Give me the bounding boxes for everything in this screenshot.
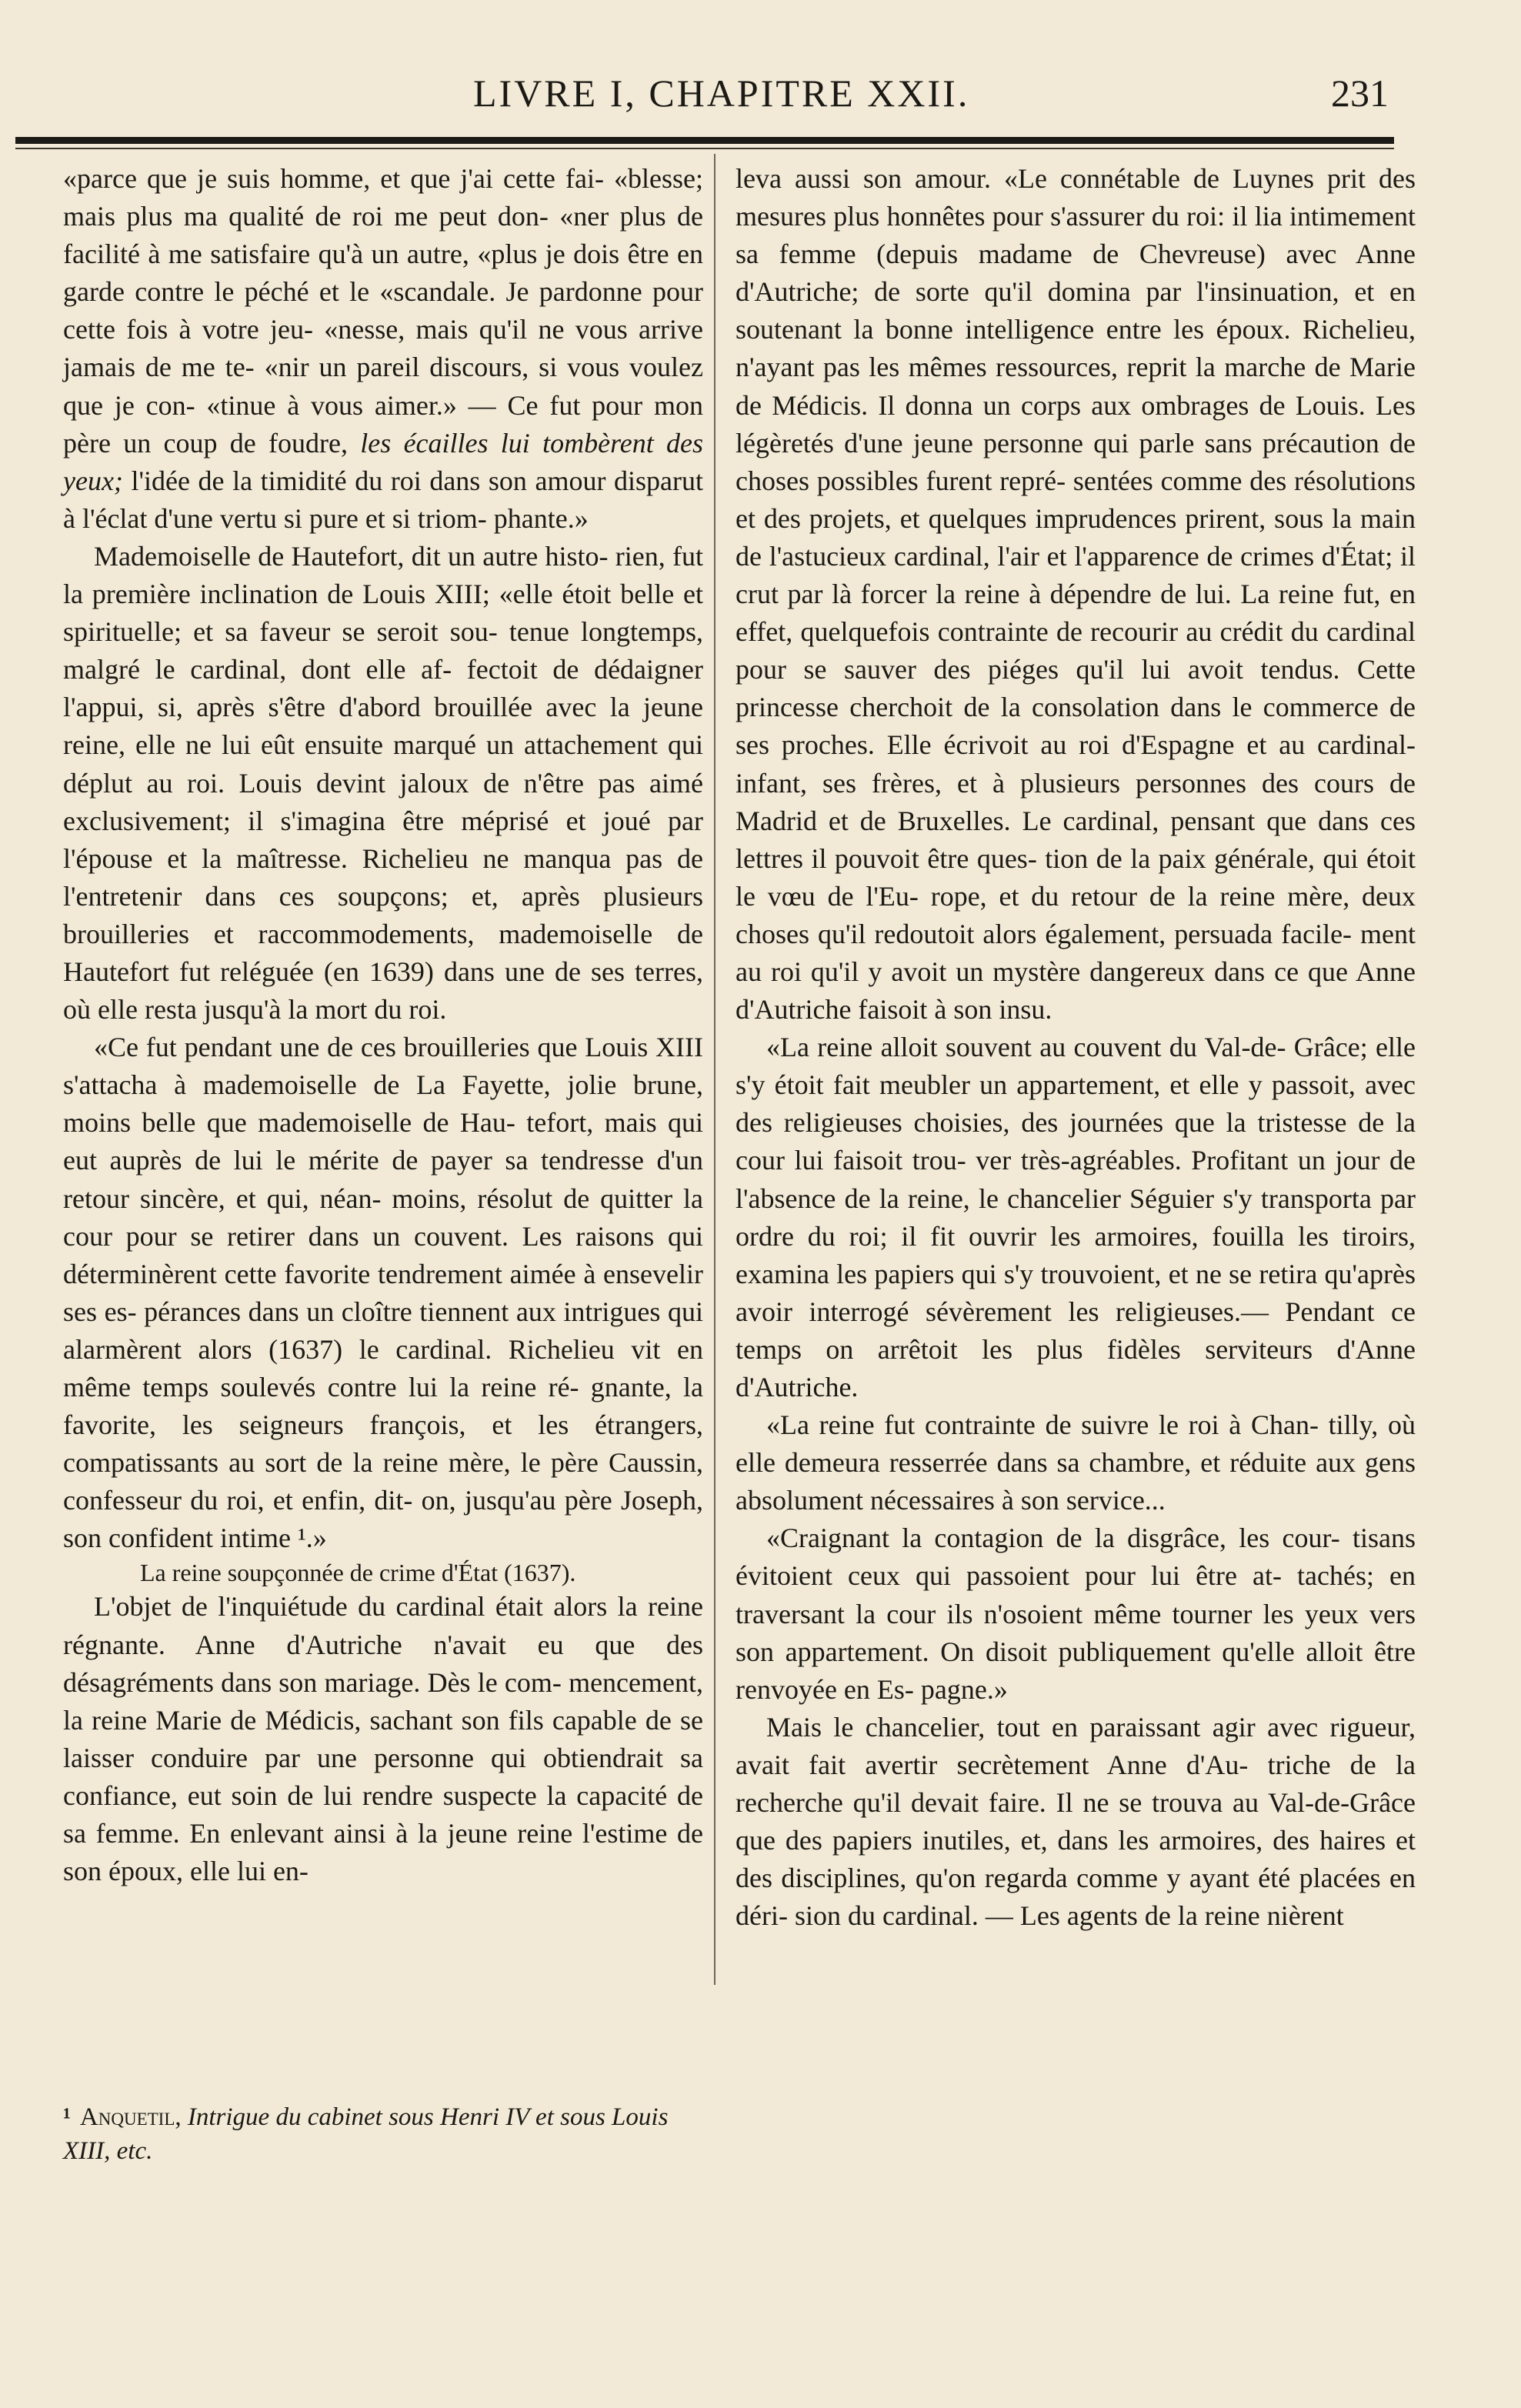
italic-quote: les écailles lui tombèrent des yeux; [63, 427, 704, 496]
section-heading: La reine soupçonnée de crime d'État (1637). [140, 1559, 576, 1587]
footnote-author: Anquetil, [79, 2103, 182, 2131]
running-title: LIVRE I, CHAPITRE XXII. [473, 72, 970, 115]
paragraph: «Ce fut pendant une de ces brouilleries que Louis XIII s'attacha à mademoiselle de La Fayette, jolie brune, moins belle que mademoiselle de Hau- tefort, mais qui eut auprès de lui le mérite de payer sa tendresse d'un retour sincère, et qui, néan- moins, résolut de quitter la cour pour se retirer dans un couvent. Les raisons qui déterminèrent cette favorite tendrement aimée à ensevelir ses es- pérances dans un cloître tiennent aux intrigues qui alarmèrent alors (1637) le cardinal. Richelieu vit en même temps soulevés contre lui la reine ré- gnante, la favorite, les seigneurs françois, et les étrangers, compatissants au sort de la reine mère, le père Caussin, confesseur du roi, et enfin, dit- on, jusqu'au père Joseph, son confident intime ¹.» [63, 1032, 703, 1554]
paragraph: Mademoiselle de Hautefort, dit un autre histo- rien, fut la première inclination de Louis XIII; «elle étoit belle et spirituelle; et sa faveur se seroit sou- tenue longtemps, malgré le cardinal, dont elle af- fectoit de dédaigner l'appui, si, après s'être d'abord brouillée avec la jeune reine, elle ne lui eût ensuite marqué un attachement qui déplut au roi. Louis devint jaloux de n'être pas aimé exclusivement; il s'imagina être méprisé et joué par l'épouse et la maîtresse. Richelieu ne manqua pas de l'entretenir dans ces soupçons; et, après plusieurs brouilleries et raccommodements, mademoiselle de Hautefort fut reléguée (en 1639) dans une de ses terres, où elle resta jusqu'à la mort du roi. [63, 540, 703, 1026]
paragraph-text: l'idée de la timidité du roi dans son amour disparut à l'éclat d'une vertu si pure et si triom- phante.» [63, 465, 703, 534]
footnote [63, 2100, 703, 2168]
left-column [63, 160, 703, 1890]
page-header [473, 71, 1389, 125]
header-rule-thick [15, 137, 1394, 144]
paragraph: leva aussi son amour. «Le connétable de Luynes prit des mesures plus honnêtes pour s'assurer du roi: il lia intimement sa femme (depuis madame de Chevreuse) avec Anne d'Autriche; de sorte qu'il domina par l'insinuation, et en soutenant la bonne intelligence entre les époux. Richelieu, n'ayant pas les mêmes ressources, reprit la marche de Marie de Médicis. Il donna un corps aux ombrages de Louis. Les légèretés d'une jeune personne qui parle sans précaution de choses possibles furent repré- sentées comme des résolutions et des projets, et quelques imprudences prirent, sous la main de l'astucieux cardinal, l'air et l'apparence de crimes d'État; il crut par là forcer la reine à dépendre de lui. La reine fut, en effet, quelquefois contrainte de recourir au crédit du cardinal pour se sauver des piéges qu'il lui avoit tendus. Cette princesse cherchoit de la consolation dans le commerce de ses proches. Elle écrivoit au roi d'Espagne et au cardinal-infant, ses frères, et à plusieurs personnes des cours de Madrid et de Bruxelles. Le cardinal, pensant que dans ces lettres il pouvoit être ques- tion de la paix générale, qui étoit le vœu de l'Eu- rope, et du retour de la reine mère, deux choses qu'il redoutoit alors également, persuada facile- ment au roi qu'il y avoit un mystère dangereux dans ce que Anne d'Autriche faisoit à son insu. [735, 163, 1416, 1026]
paragraph: L'objet de l'inquiétude du cardinal était alors la reine régnante. Anne d'Autriche n'avait eu que des désagréments dans son mariage. Dès le com- mencement, la reine Marie de Médicis, sachant son fils capable de se laisser conduire par une personne qui obtiendrait sa confiance, eut soin de lui rendre suspecte la capacité de sa femme. En enlevant ainsi à la jeune reine l'estime de son époux, elle lui en- [63, 1591, 703, 1887]
page-number: 231 [1331, 72, 1389, 115]
paragraph [63, 160, 703, 538]
paragraph-text: «parce que je suis homme, et que j'ai cette fai- «blesse; mais plus ma qualité de roi me peut don- «ner plus de facilité à me satisfaire qu'à un autre, «plus je dois être en garde contre le péché et le «scandale. Je pardonne pour cette fois à votre jeu- «nesse, mais qu'il ne vous arrive jamais de me te- «nir un pareil discours, si vous voulez que je con- «tinue à vous aimer.» — Ce fut pour mon père un coup de foudre, [63, 163, 703, 459]
paragraph: «La reine alloit souvent au couvent du Val-de- Grâce; elle s'y étoit fait meubler un appartement, et elle y passoit, avec des religieuses choisies, des journées que la tristesse de la cour lui faisoit trou- ver très-agréables. Profitant un jour de l'absence de la reine, le chancelier Séguier s'y transporta par ordre du roi; il fit ouvrir les armoires, fouilla les tiroirs, examina les papiers qui s'y trouvoient, et ne se retira qu'après avoir interrogé sévèrement les religieuses.— Pendant ce temps on arrêtoit les plus fidèles serviteurs d'Anne d'Autriche. [735, 1032, 1416, 1402]
paragraph: «Craignant la contagion de la disgrâce, les cour- tisans évitoient ceux qui passoient pour lui être at- tachés; en traversant la cour ils n'osoient même tourner les yeux vers son appartement. On disoit publiquement qu'elle alloit être renvoyée en Es- pagne.» [735, 1523, 1416, 1705]
paragraph: «La reine fut contrainte de suivre le roi à Chan- tilly, où elle demeura resserrée dans sa chambre, et réduite aux gens absolument nécessaires à son service... [735, 1409, 1416, 1516]
footnote-title: Intrigue du cabinet sous Henri IV et sous Louis XIII, etc. [63, 2103, 669, 2165]
footnote-number: ¹ [63, 2103, 71, 2131]
right-column [735, 160, 1416, 1935]
column-divider [714, 154, 715, 1985]
header-rule-thin [15, 148, 1394, 149]
paragraph: Mais le chancelier, tout en paraissant agir avec rigueur, avait fait avertir secrètement Anne d'Au- triche de la recherche qu'il devait faire. Il ne se trouva au Val-de-Grâce que des papiers inutiles, et, dans les armoires, des haires et des disciplines, qu'on regarda comme y ayant été placées en déri- sion du cardinal. — Les agents de la reine nièrent [735, 1711, 1416, 1932]
